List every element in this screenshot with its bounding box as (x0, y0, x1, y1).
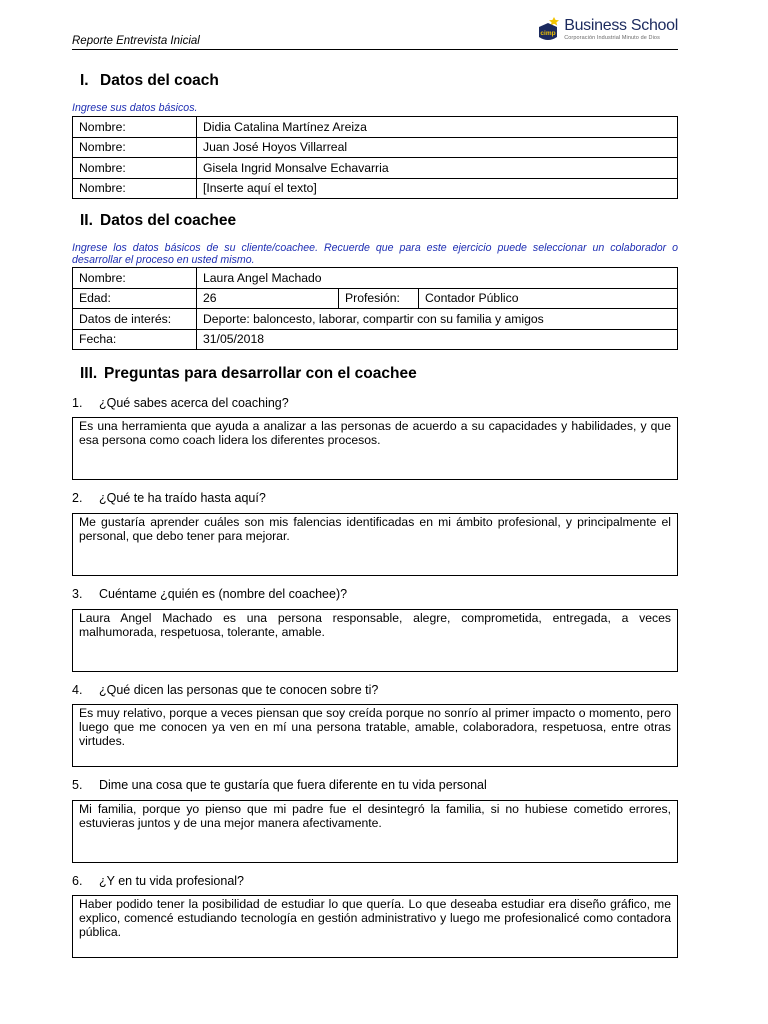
question-2: 2. ¿Qué te ha traído hasta aquí? (72, 491, 266, 505)
question-1: 1. ¿Qué sabes acerca del coaching? (72, 396, 289, 410)
svg-text:cimp: cimp (540, 30, 556, 37)
answer-5-field[interactable]: Mi familia, porque yo pienso que mi padre fue el desintegró la familia, si no hubiese cometido errores, estuvieras juntos y de una mejor manera afectivamente. (72, 800, 678, 863)
field-label: Nombre: (73, 158, 197, 179)
answer-4-field[interactable]: Es muy relativo, porque a veces piensan que soy creída porque no sonrío al primer impacto o momento, pero luego que me conocen ya ven en mí una persona tratable, amable, colaboradora, respetuosa, entre otras virtudes. (72, 704, 678, 767)
question-3: 3. Cuéntame ¿quién es (nombre del coachee)? (72, 587, 348, 601)
field-label: Datos de interés: (73, 309, 197, 330)
section-1-title: I. Datos del coach (80, 72, 219, 89)
field-label: Nombre: (73, 178, 197, 199)
logo-icon (535, 17, 561, 43)
coach-table (72, 116, 678, 199)
field-label: Fecha: (73, 329, 197, 350)
field-label: Nombre: (73, 137, 197, 158)
answer-6-field[interactable]: Haber podido tener la posibilidad de estudiar lo que quería. Lo que deseaba estudiar era diseño gráfico, me explico, comencé estudiando tecnología en gestión administrativo y luego me profesionalicé como contadora pública. (72, 895, 678, 958)
page-header (72, 12, 678, 50)
section-3-title: III. Preguntas para desarrollar con el coachee (80, 365, 417, 382)
coachee-table (72, 267, 678, 350)
coachee-age-field[interactable]: 26 (197, 288, 339, 309)
document-title: Reporte Entrevista Inicial (72, 35, 200, 47)
section-1-instructions: Ingrese sus datos básicos. (72, 102, 198, 114)
table-row (73, 117, 678, 138)
table-row (73, 158, 678, 179)
question-6: 6. ¿Y en tu vida profesional? (72, 874, 245, 888)
coachee-name-field[interactable]: Laura Angel Machado (197, 268, 678, 289)
answer-3-field[interactable]: Laura Angel Machado es una persona responsable, alegre, comprometida, entregada, a veces malhumorada, respetuosa, tolerante, amable. (72, 609, 678, 672)
coachee-date-field[interactable]: 31/05/2018 (197, 329, 678, 350)
section-2-instructions: Ingrese los datos básicos de su cliente/coachee. Recuerde que para este ejercicio puede seleccionar un colaborador o desarrollar el proceso en usted mismo. (72, 242, 678, 266)
coach-name-field[interactable]: Juan José Hoyos Villarreal (197, 137, 678, 158)
field-label: Nombre: (73, 268, 197, 289)
table-row (73, 137, 678, 158)
table-row (73, 178, 678, 199)
coach-name-field[interactable]: Didia Catalina Martínez Areiza (197, 117, 678, 138)
field-label: Nombre: (73, 117, 197, 138)
question-5: 5. Dime una cosa que te gustaría que fuera diferente en tu vida personal (72, 778, 487, 792)
logo-name: Business School (564, 17, 678, 35)
table-row (73, 309, 678, 330)
field-label: Profesión: (339, 288, 419, 309)
coachee-profession-field[interactable]: Contador Público (419, 288, 678, 309)
answer-2-field[interactable]: Me gustaría aprender cuáles son mis falencias identificadas en mi ámbito profesional, y principalmente el personal, que debo tener para mejorar. (72, 513, 678, 576)
coachee-interest-field[interactable]: Deporte: baloncesto, laborar, compartir con su familia y amigos (197, 309, 678, 330)
table-row (73, 288, 678, 309)
field-label: Edad: (73, 288, 197, 309)
coach-name-field[interactable]: [Inserte aquí el texto] (197, 178, 678, 199)
coach-name-field[interactable]: Gisela Ingrid Monsalve Echavarria (197, 158, 678, 179)
question-4: 4. ¿Qué dicen las personas que te conocen sobre ti? (72, 683, 379, 697)
table-row (73, 268, 678, 289)
business-school-logo (535, 14, 678, 46)
logo-subtitle: Corporación Industrial Minuto de Dios (564, 35, 660, 42)
section-2-title: II. Datos del coachee (80, 212, 237, 229)
table-row (73, 329, 678, 350)
answer-1-field[interactable]: Es una herramienta que ayuda a analizar a las personas de acuerdo a su capacidades y habilidades, y que esa persona como coach lidera los diferentes procesos. (72, 417, 678, 480)
